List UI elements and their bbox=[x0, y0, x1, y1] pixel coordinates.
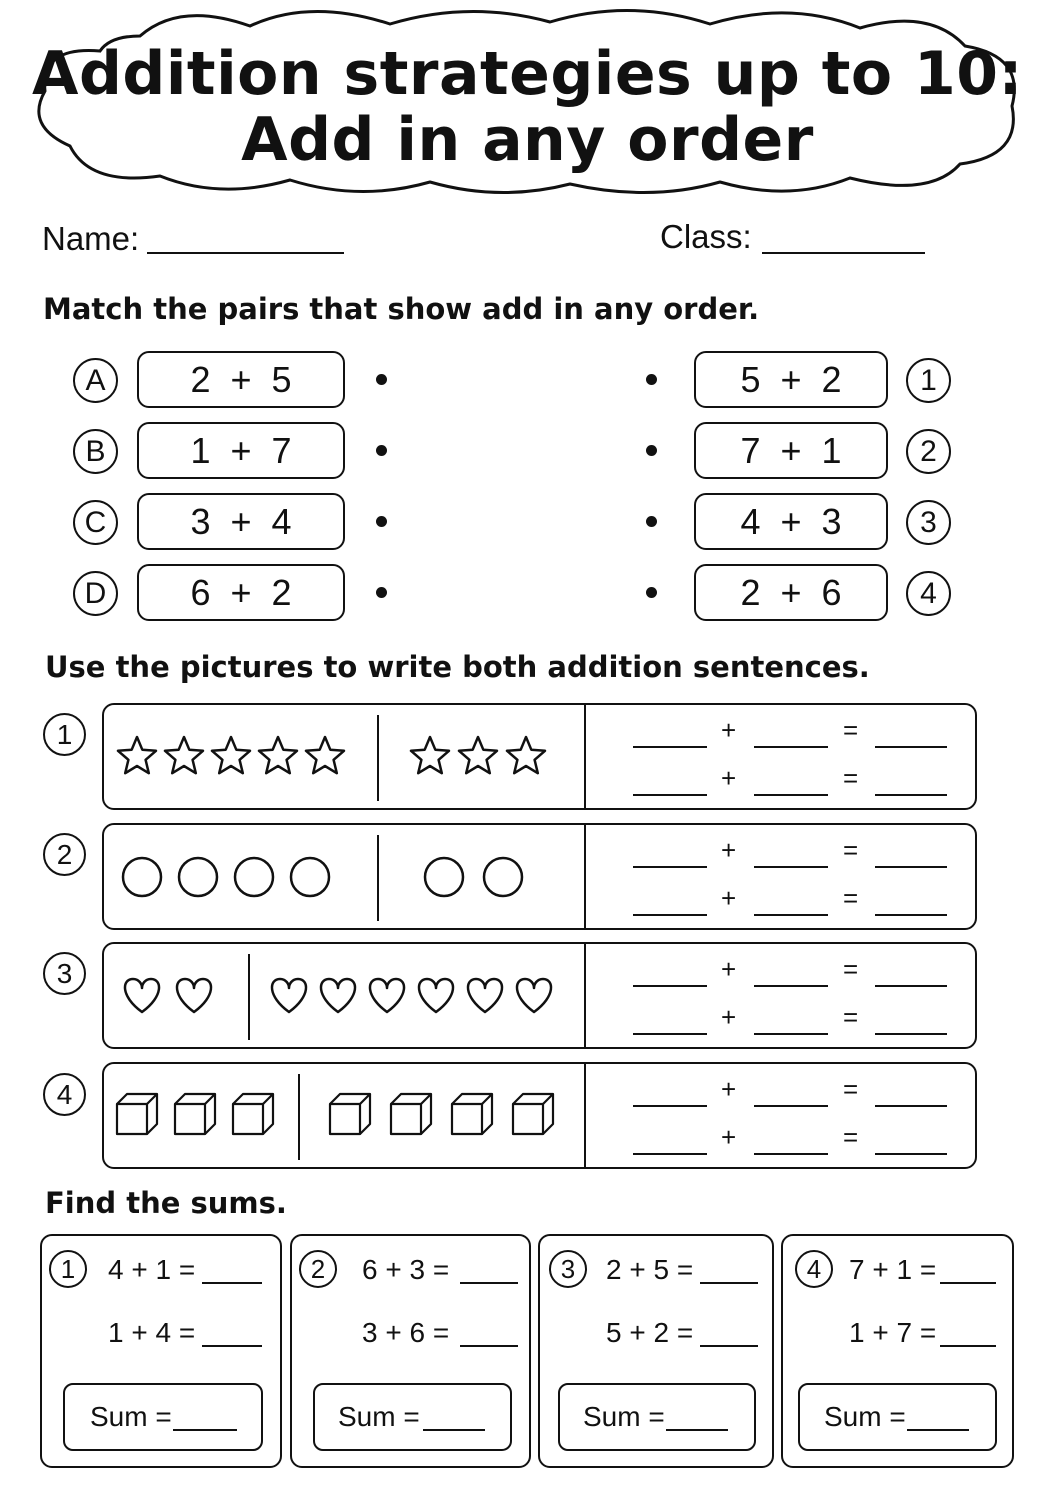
total-blank[interactable] bbox=[875, 746, 947, 748]
heart-icon bbox=[272, 979, 306, 1012]
sum-label: Sum = bbox=[90, 1401, 172, 1432]
match-number-3: 3 bbox=[906, 500, 951, 545]
answer-blank[interactable] bbox=[202, 1345, 262, 1347]
answer-divider bbox=[584, 825, 586, 928]
addend-blank[interactable] bbox=[633, 746, 707, 748]
equals-sign: = bbox=[843, 835, 859, 865]
match-letter-b: B bbox=[73, 429, 118, 474]
class-label: Class: bbox=[660, 218, 752, 255]
star-icon bbox=[212, 737, 250, 773]
plus-sign: + bbox=[721, 763, 737, 793]
star-icon bbox=[165, 737, 203, 773]
match-dot-4[interactable] bbox=[646, 587, 657, 598]
sum-equation: 1 + 7 = bbox=[849, 1317, 937, 1348]
sum-card-2 bbox=[290, 1234, 531, 1468]
match-dot-b[interactable] bbox=[376, 445, 387, 456]
total-blank[interactable] bbox=[875, 985, 947, 987]
sum-card-number: 2 bbox=[299, 1250, 337, 1288]
title-line-2: Add in any order bbox=[241, 105, 814, 175]
star-icon bbox=[306, 737, 344, 773]
sum-box bbox=[313, 1383, 512, 1451]
star-icon bbox=[259, 737, 297, 773]
match-dot-a[interactable] bbox=[376, 374, 387, 385]
answer-blank[interactable] bbox=[460, 1345, 518, 1347]
sum-card-number: 4 bbox=[795, 1250, 833, 1288]
match-dot-1[interactable] bbox=[646, 374, 657, 385]
picture-row-number-1: 1 bbox=[43, 713, 86, 756]
sum-card-number: 3 bbox=[549, 1250, 587, 1288]
addend-blank[interactable] bbox=[633, 1105, 707, 1107]
star-icon bbox=[411, 737, 449, 773]
sum-label: Sum = bbox=[824, 1401, 906, 1432]
match-number-4: 4 bbox=[906, 571, 951, 616]
sum-label: Sum = bbox=[583, 1401, 665, 1432]
addend-blank[interactable] bbox=[754, 1033, 828, 1035]
circle-icon bbox=[291, 858, 329, 896]
match-number-1: 1 bbox=[906, 358, 951, 403]
plus-sign: + bbox=[721, 715, 737, 745]
match-letter-d: D bbox=[73, 571, 118, 616]
match-dot-d[interactable] bbox=[376, 587, 387, 598]
cube-icon bbox=[391, 1094, 431, 1134]
sum-equation: 4 + 1 = bbox=[108, 1254, 196, 1285]
shape-group-cubes bbox=[104, 1064, 584, 1166]
shape-group-hearts bbox=[104, 944, 584, 1046]
cube-icon bbox=[513, 1094, 553, 1134]
match-right-expr-1: 5 + 2 bbox=[694, 351, 888, 408]
picture-row-number-4: 4 bbox=[43, 1073, 86, 1116]
plus-sign: + bbox=[721, 883, 737, 913]
sum-blank[interactable] bbox=[666, 1429, 728, 1431]
sum-equation: 3 + 6 = bbox=[362, 1317, 450, 1348]
addend-blank[interactable] bbox=[633, 985, 707, 987]
addend-blank[interactable] bbox=[754, 1153, 828, 1155]
plus-sign: + bbox=[721, 1074, 737, 1104]
equals-sign: = bbox=[843, 763, 859, 793]
answer-blank[interactable] bbox=[700, 1345, 758, 1347]
match-left-expr-c: 3 + 4 bbox=[137, 493, 345, 550]
addend-blank[interactable] bbox=[633, 866, 707, 868]
sum-blank[interactable] bbox=[173, 1429, 237, 1431]
total-blank[interactable] bbox=[875, 794, 947, 796]
sum-blank[interactable] bbox=[423, 1429, 485, 1431]
cube-icon bbox=[452, 1094, 492, 1134]
sum-equation: 2 + 5 = bbox=[606, 1254, 694, 1285]
match-right-expr-3: 4 + 3 bbox=[694, 493, 888, 550]
addend-blank[interactable] bbox=[754, 866, 828, 868]
heart-icon bbox=[125, 979, 159, 1012]
shape-group-circles bbox=[104, 825, 584, 927]
sum-box bbox=[558, 1383, 756, 1451]
picture-row-number-3: 3 bbox=[43, 952, 86, 995]
addend-blank[interactable] bbox=[754, 914, 828, 916]
circle-icon bbox=[123, 858, 161, 896]
plus-sign: + bbox=[721, 954, 737, 984]
sum-equation: 1 + 4 = bbox=[108, 1317, 196, 1348]
star-icon bbox=[118, 737, 156, 773]
equals-sign: = bbox=[843, 883, 859, 913]
addend-blank[interactable] bbox=[633, 1153, 707, 1155]
equals-sign: = bbox=[843, 715, 859, 745]
total-blank[interactable] bbox=[875, 1033, 947, 1035]
shape-group-stars bbox=[104, 705, 584, 807]
match-letter-c: C bbox=[73, 500, 118, 545]
equals-sign: = bbox=[843, 954, 859, 984]
answer-blank[interactable] bbox=[700, 1282, 758, 1284]
answer-blank[interactable] bbox=[202, 1282, 262, 1284]
answer-divider bbox=[584, 705, 586, 808]
addend-blank[interactable] bbox=[754, 985, 828, 987]
answer-divider bbox=[584, 944, 586, 1047]
sum-blank[interactable] bbox=[907, 1429, 969, 1431]
match-letter-a: A bbox=[73, 358, 118, 403]
total-blank[interactable] bbox=[875, 914, 947, 916]
sum-equation: 6 + 3 = bbox=[362, 1254, 450, 1285]
match-right-expr-2: 7 + 1 bbox=[694, 422, 888, 479]
sum-card-number: 1 bbox=[49, 1250, 87, 1288]
match-number-2: 2 bbox=[906, 429, 951, 474]
circle-icon bbox=[484, 858, 522, 896]
name-label: Name: bbox=[42, 220, 140, 257]
sum-equation: 7 + 1 = bbox=[849, 1254, 937, 1285]
cube-icon bbox=[117, 1094, 157, 1134]
sum-card-4 bbox=[781, 1234, 1014, 1468]
total-blank[interactable] bbox=[875, 1153, 947, 1155]
plus-sign: + bbox=[721, 835, 737, 865]
addend-blank[interactable] bbox=[754, 794, 828, 796]
match-left-expr-d: 6 + 2 bbox=[137, 564, 345, 621]
name-field[interactable] bbox=[147, 252, 344, 254]
addend-blank[interactable] bbox=[633, 914, 707, 916]
heart-icon bbox=[370, 979, 404, 1012]
match-right-expr-4: 2 + 6 bbox=[694, 564, 888, 621]
heart-icon bbox=[419, 979, 453, 1012]
star-icon bbox=[507, 737, 545, 773]
sum-box bbox=[798, 1383, 997, 1451]
star-icon bbox=[459, 737, 497, 773]
circle-icon bbox=[425, 858, 463, 896]
addend-blank[interactable] bbox=[754, 746, 828, 748]
class-field[interactable] bbox=[762, 252, 925, 254]
title-line-1: Addition strategies up to 10: bbox=[32, 39, 1023, 109]
answer-blank[interactable] bbox=[940, 1345, 996, 1347]
addend-blank[interactable] bbox=[633, 1033, 707, 1035]
addend-blank[interactable] bbox=[754, 1105, 828, 1107]
sum-equation: 5 + 2 = bbox=[606, 1317, 694, 1348]
heart-icon bbox=[177, 979, 211, 1012]
sum-label: Sum = bbox=[338, 1401, 420, 1432]
addend-blank[interactable] bbox=[633, 794, 707, 796]
match-dot-3[interactable] bbox=[646, 516, 657, 527]
answer-divider bbox=[584, 1064, 586, 1167]
sums-instruction: Find the sums. bbox=[45, 1186, 287, 1220]
heart-icon bbox=[517, 979, 551, 1012]
cube-icon bbox=[233, 1094, 273, 1134]
cube-icon bbox=[330, 1094, 370, 1134]
answer-blank[interactable] bbox=[940, 1282, 996, 1284]
plus-sign: + bbox=[721, 1002, 737, 1032]
sum-card-3 bbox=[538, 1234, 774, 1468]
picture-row-number-2: 2 bbox=[43, 833, 86, 876]
heart-icon bbox=[468, 979, 502, 1012]
circle-icon bbox=[235, 858, 273, 896]
cube-icon bbox=[175, 1094, 215, 1134]
sum-box bbox=[63, 1383, 263, 1451]
circle-icon bbox=[179, 858, 217, 896]
match-left-expr-b: 1 + 7 bbox=[137, 422, 345, 479]
match-dot-2[interactable] bbox=[646, 445, 657, 456]
match-instruction: Match the pairs that show add in any order. bbox=[43, 292, 760, 326]
equals-sign: = bbox=[843, 1122, 859, 1152]
answer-blank[interactable] bbox=[460, 1282, 518, 1284]
pictures-instruction: Use the pictures to write both addition sentences. bbox=[45, 650, 870, 684]
equals-sign: = bbox=[843, 1002, 859, 1032]
total-blank[interactable] bbox=[875, 1105, 947, 1107]
match-dot-c[interactable] bbox=[376, 516, 387, 527]
heart-icon bbox=[321, 979, 355, 1012]
equals-sign: = bbox=[843, 1074, 859, 1104]
total-blank[interactable] bbox=[875, 866, 947, 868]
plus-sign: + bbox=[721, 1122, 737, 1152]
sum-card-1 bbox=[40, 1234, 282, 1468]
match-left-expr-a: 2 + 5 bbox=[137, 351, 345, 408]
